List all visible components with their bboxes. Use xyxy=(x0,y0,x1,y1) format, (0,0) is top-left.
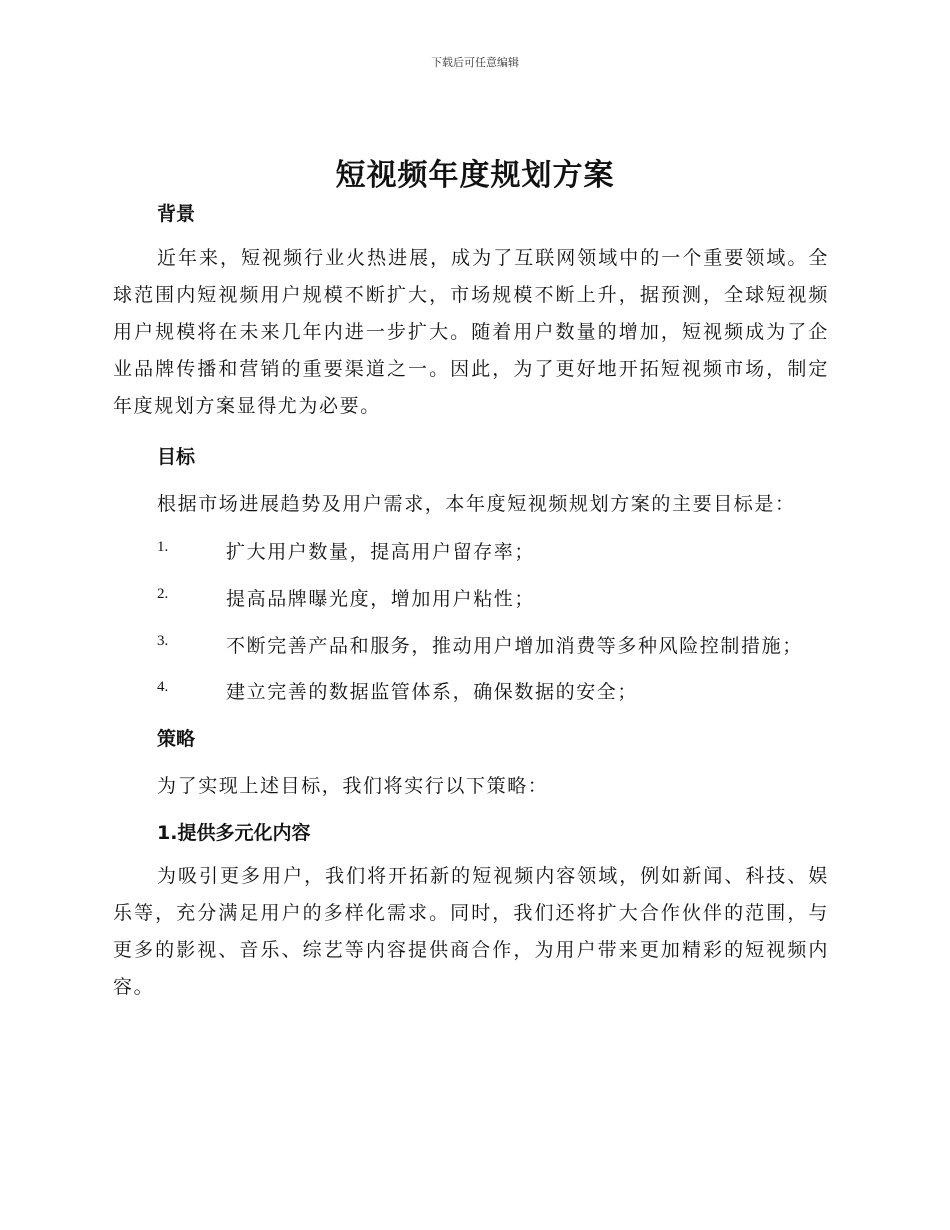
goal-list-item xyxy=(157,584,837,610)
list-text: 建立完善的数据监管体系，确保数据的安全； xyxy=(226,681,639,703)
goal-list-item xyxy=(157,537,837,563)
list-text: 提高品牌曝光度，增加用户粘性； xyxy=(226,588,536,610)
list-number: 1. xyxy=(157,539,169,555)
goals-intro: 根据市场进展趋势及用户需求，本年度短视频规划方案的主要目标是： xyxy=(157,493,796,515)
header-note: 下载后可任意编辑 xyxy=(431,56,519,69)
list-text: 不断完善产品和服务，推动用户增加消费等多种风险控制措施； xyxy=(226,635,803,657)
strategy-intro: 为了实现上述目标，我们将实行以下策略： xyxy=(157,775,549,797)
list-number: 2. xyxy=(157,586,169,602)
strategy-paragraph: 为吸引更多用户，我们将开拓新的短视频内容领域，例如新闻、科技、娱乐等，充分满足用户的多样化需求。同时，我们还将扩大合作伙伴的范围，与更多的影视、音乐、综艺等内容提供商合作，为用户带来更加精彩的短视频内容。 xyxy=(113,865,829,998)
page-title: 短视频年度规划方案 xyxy=(335,158,615,193)
section-heading-goals: 目标 xyxy=(157,446,196,468)
goal-list-item xyxy=(157,631,837,657)
section-heading-background: 背景 xyxy=(157,203,196,225)
list-text: 扩大用户数量，提高用户留存率； xyxy=(226,541,536,563)
list-number: 4. xyxy=(157,679,169,695)
list-number: 3. xyxy=(157,633,169,649)
background-paragraph: 近年来，短视频行业火热进展，成为了互联网领域中的一个重要领域。全球范围内短视频用户规模不断扩大，市场规模不断上升，据预测，全球短视频用户规模将在未来几年内进一步扩大。随着用户数量的增加，短视频成为了企业品牌传播和营销的重要渠道之一。因此，为了更好地开拓短视频市场，制定年度规划方案显得尤为必要。 xyxy=(113,247,829,417)
section-heading-strategy: 策略 xyxy=(157,728,196,750)
goal-list-item xyxy=(157,677,837,703)
strategy-subheading: 1.提供多元化内容 xyxy=(157,822,311,844)
